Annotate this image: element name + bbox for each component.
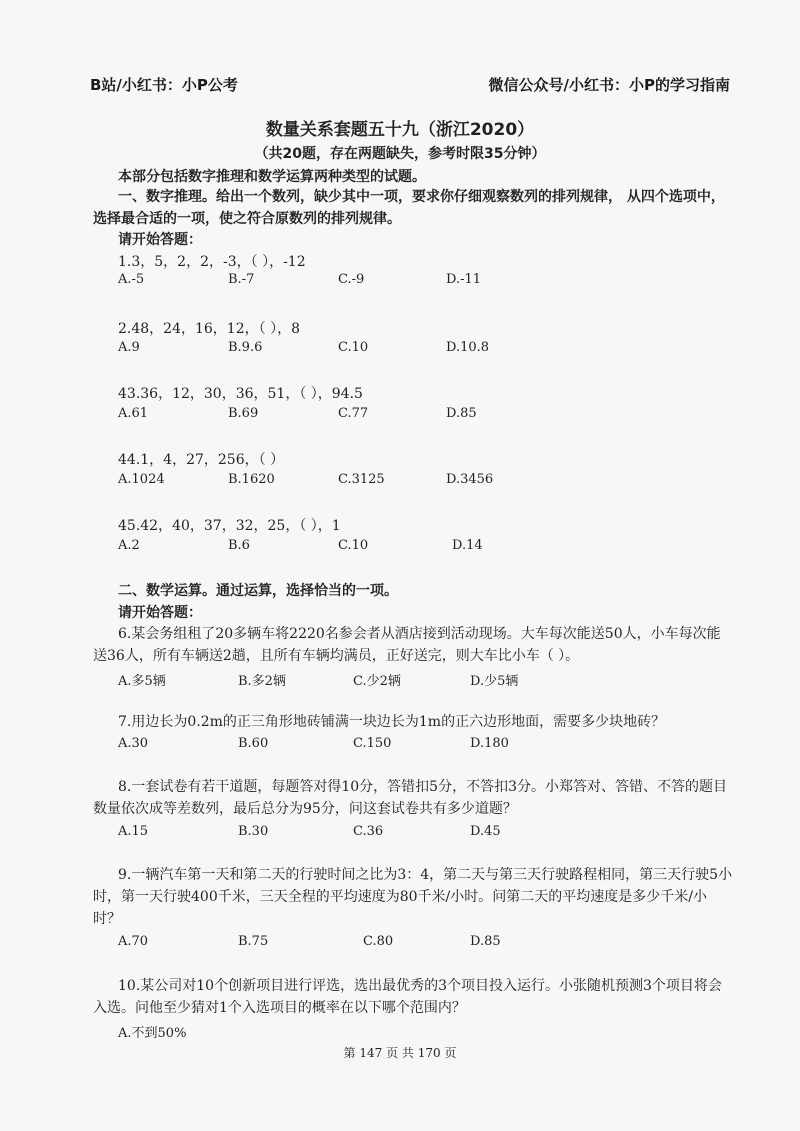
option-b: B.30: [238, 824, 269, 839]
question-stem: 6.某会务组租了20多辆车将2220名参会者从酒店接到活动现场。大车每次能送50人，小车每次能送36人，所有车辆送2趟，且所有车辆均满员，正好送完，则大车比小车（ ）。: [93, 626, 721, 664]
option-a: A.-5: [118, 272, 145, 287]
question-stem: 10.某公司对10个创新项目进行评选，选出最优秀的3个项目投入运行。小张随机预测3个项目将会入选。问他至少猜对1个入选项目的概率在以下哪个范围内？: [93, 978, 722, 1016]
option-a: A.30: [118, 736, 149, 751]
page-title: 数量关系套题五十九（浙江2020）: [265, 120, 535, 140]
option-c: C.36: [353, 824, 384, 839]
option-b: B.60: [238, 736, 269, 751]
option-d: D.180: [470, 736, 509, 751]
option-c: C.少2辆: [353, 674, 401, 689]
option-b: B.多2辆: [238, 674, 286, 689]
option-b: B.-7: [228, 272, 255, 287]
option-b: B.1620: [228, 472, 275, 487]
intro-text: 本部分包括数字推理和数学运算两种类型的试题。: [118, 169, 426, 185]
section2-heading: 二、数学运算。通过运算，选择恰当的一项。: [118, 583, 398, 599]
question-stem: 8.一套试卷有若干道题，每题答对得10分，答错扣5分，不答扣3分。小郑答对、答错、不答的题目数量依次成等差数列，最后总分为95分，问这套试卷共有多少道题？: [93, 779, 727, 817]
question-stem: 9.一辆汽车第一天和第二天的行驶时间之比为3：4，第二天与第三天行驶路程相同，第三天行驶5小时，第一天行驶400千米，三天全程的平均速度为80千米/小时。问第二天的平均速度是多少千米/小时？: [93, 867, 733, 927]
option-a: A.多5辆: [118, 674, 166, 689]
option-d: D.85: [470, 934, 501, 949]
option-a: A.61: [118, 406, 149, 421]
option-c: C.3125: [338, 472, 385, 487]
question-stem: 44.1，4，27，256，（ ）: [118, 452, 285, 468]
option-b: B.69: [228, 406, 259, 421]
section1-start: 请开始答题：: [118, 232, 202, 248]
option-b: B.9.6: [228, 340, 263, 355]
section1-heading: 一、数字推理。给出一个数列，缺少其中一项，要求你仔细观察数列的排列规律， 从四个选项中，选择最合适的一项，使之符合原数列的排列规律。: [93, 189, 725, 227]
option-a: A.不到50%: [118, 1026, 187, 1041]
question-stem: 7.用边长为0.2m的正三角形地砖铺满一块边长为1m的正六边形地面，需要多少块地砖？: [118, 714, 666, 730]
option-d: D.45: [470, 824, 501, 839]
option-d: D.-11: [446, 272, 482, 287]
question-stem: 43.36，12，30，36，51，（ ），94.5: [118, 386, 363, 402]
option-a: A.70: [118, 934, 149, 949]
option-b: B.75: [238, 934, 269, 949]
question-stem: 2.48，24，16，12，（ ），8: [118, 321, 300, 337]
option-c: C.-9: [338, 272, 365, 287]
section2-start: 请开始答题：: [118, 605, 202, 621]
option-b: B.6: [228, 538, 250, 553]
question-stem: 45.42，40，37，32，25，（ ），1: [118, 518, 341, 534]
option-d: D.3456: [446, 472, 494, 487]
header-right: 微信公众号/小红书：小P的学习指南: [488, 76, 730, 94]
option-d: D.14: [452, 538, 483, 553]
header-left: B站/小红书：小P公考: [90, 76, 238, 94]
option-d: D.10.8: [446, 340, 490, 355]
option-c: C.77: [338, 406, 369, 421]
option-a: A.1024: [118, 472, 165, 487]
option-d: D.少5辆: [470, 674, 519, 689]
option-d: D.85: [446, 406, 477, 421]
option-a: A.15: [118, 824, 149, 839]
page-footer: 第 147 页 共 170 页: [343, 1046, 457, 1060]
option-a: A.9: [118, 340, 140, 355]
option-c: C.10: [338, 340, 369, 355]
option-c: C.10: [338, 538, 369, 553]
page-subtitle: （共20题，存在两题缺失，参考时限35分钟）: [254, 146, 546, 162]
option-c: C.80: [363, 934, 394, 949]
question-stem: 1.3，5，2，2，-3，（ ），-12: [118, 254, 306, 270]
option-c: C.150: [353, 736, 392, 751]
option-a: A.2: [118, 538, 140, 553]
